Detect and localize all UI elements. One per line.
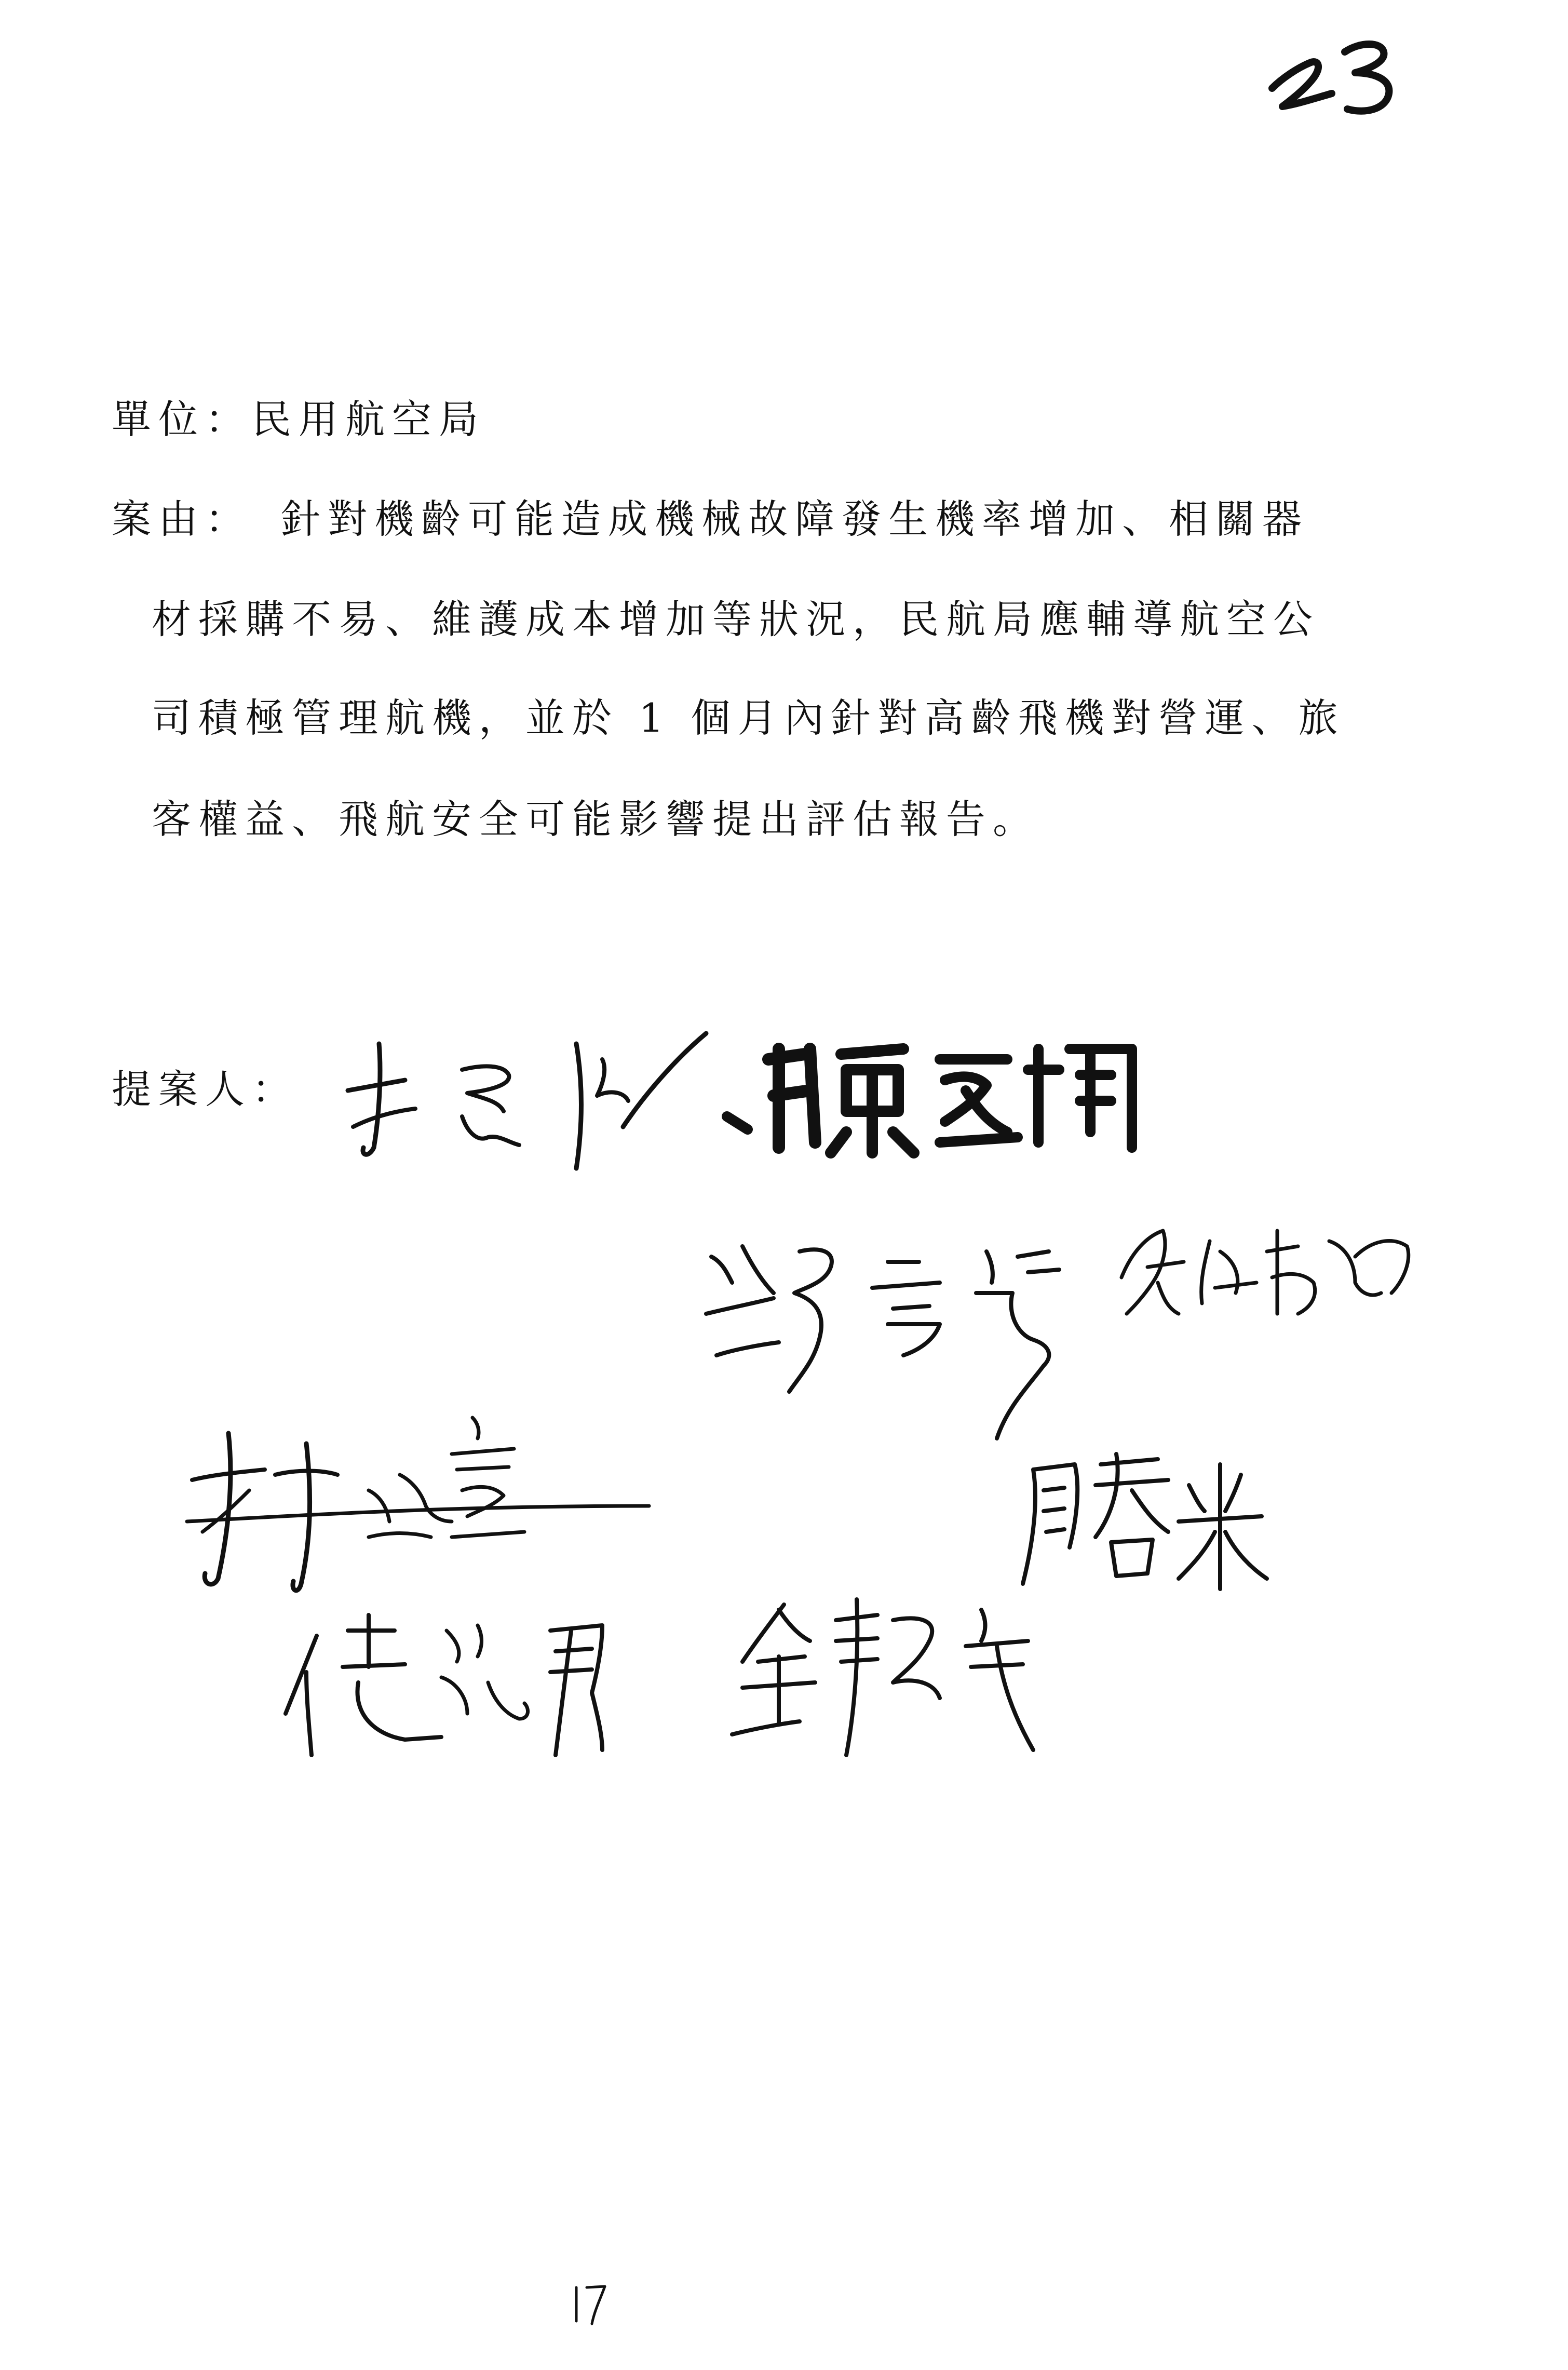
- unit-value: 民用航空局: [252, 396, 485, 442]
- case-label: 案由: [112, 496, 205, 542]
- unit-colon: ：: [205, 396, 252, 442]
- case-text-line-2: 材採購不易、維護成本增加等狀況，民航局應輔導航空公: [152, 596, 1320, 642]
- proposer-colon: ：: [252, 1066, 299, 1112]
- unit-line: [112, 396, 485, 442]
- case-text-line-1: 針對機齡可能造成機械故障發生機率增加、相關器: [281, 496, 1309, 542]
- signature-5: [182, 1402, 659, 1620]
- case-first-line: [112, 496, 1309, 542]
- bottom-page-number-drawing: [566, 2277, 613, 2329]
- proposer-label: 提案人: [112, 1066, 252, 1112]
- proposer-label-line: [112, 1066, 299, 1112]
- unit-label: 單位: [112, 396, 205, 442]
- case-text-line-4: 客權益、飛航安全可能影響提出評估報告。: [152, 796, 1039, 842]
- signature-3: [696, 1220, 1101, 1454]
- case-text-line-3: 司積極管理航機，並於 1 個月內針對高齡飛機對營運、旅: [152, 695, 1345, 741]
- bottom-page-number: [566, 2277, 613, 2329]
- signature-2: [717, 1018, 1184, 1174]
- signature-7: [270, 1599, 623, 1771]
- signature-8: [722, 1579, 1059, 1776]
- case-colon: ：: [205, 496, 252, 542]
- handwritten-page-number: [1262, 21, 1417, 125]
- signature-6: [1012, 1444, 1272, 1599]
- signature-4: [1111, 1210, 1433, 1345]
